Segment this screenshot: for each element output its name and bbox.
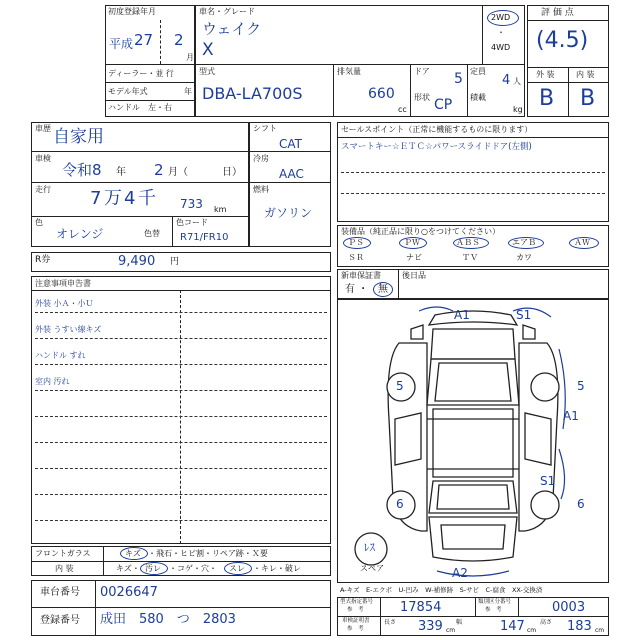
fuel-label: 燃料 [253,185,269,194]
color-change-label: 色替 [144,229,160,238]
car-model: DBA-LA700S [202,84,303,103]
class-label: 類別区分番号 [478,599,512,605]
displacement-label: 排気量 [337,67,361,76]
rating-score: (4.5) [536,28,589,53]
note-dash-line [35,312,327,313]
car-name-label: 車名・グレード [199,7,255,16]
interior-mid: ・コゲ・穴・ [169,564,217,573]
displacement: 660 [368,86,395,102]
equip-aw: ＡＷ [574,238,590,247]
equipment-label: 装備品（純正品に限り○をつけてください） [341,227,500,236]
width-value: 147 [500,619,525,634]
note-dash-line [35,520,327,521]
exterior-label: 外 装 [536,70,555,79]
car-outline-diagram [337,299,609,583]
note-dash-line [35,338,327,339]
note-line-3: ハンドル すれ [35,351,86,360]
mileage-sen: 4 [124,188,136,209]
usage-label: 車歴 [35,124,51,133]
year-unit: 年 [116,167,126,178]
fuel-value: ガソリン [264,206,313,220]
first-reg-label: 初度登録年月 [108,7,156,16]
equip-pw: ＰＷ [404,238,420,247]
interior-label: 内 装 [576,70,595,79]
recycle-box [31,252,331,272]
glass-scratch: キズ [125,549,141,558]
notes-box [31,276,331,544]
length-value: 339 [418,619,443,634]
load-unit: kg [513,105,523,114]
height-label: 高さ [540,619,553,626]
load-label: 積載 [470,93,486,102]
warranty-label: 新車保証書 [341,271,381,280]
width-label: 幅 [456,619,463,626]
note-dash-line [35,390,327,391]
doors-label: ドア [414,67,430,76]
notes-label: 注意事項申告書 [35,279,91,288]
note-dash-line [35,364,327,365]
type-value: 17854 [400,600,442,615]
cert-label: 車検証明書 [342,618,370,624]
class-ref: 参 考 [485,607,502,613]
exterior-grade: B [539,86,555,111]
glass-label: フロントガラス [35,549,91,558]
interior-rub: スレ [229,564,245,573]
plate-number: 成田 580 つ 2803 [100,612,236,627]
car-name: ウェイク [202,20,262,38]
length-unit: cm [446,627,456,634]
equip-ps: ＰＳ [348,238,364,247]
rating-label: 評 価 点 [541,8,574,18]
equip-navi: ナビ [406,253,422,262]
spare-mark: ﾚｽ [364,541,375,554]
capacity: 4 [502,73,511,88]
inspection-month: 2 [154,161,164,179]
equip-airbag: エアＢ [512,238,536,247]
note-line-2: 外装 うすい線キズ [35,325,102,334]
recycle-label: R券 [35,255,51,265]
man-unit: 万 [104,188,122,209]
note-dash-line [35,442,327,443]
month-unit: 月（ [168,167,188,178]
later-items-label: 後日品 [402,271,426,280]
shift-label: シフト [253,124,277,133]
interior-dirt: 汚レ [145,564,161,573]
recycle-value: 9,490 [118,254,156,269]
class-value: 0003 [552,600,586,615]
damage-mark-5-right: 5 [577,379,585,393]
equip-leather: カワ [516,253,532,262]
model-year-unit: 年 [184,87,192,96]
handle-label: ハンドル 左・右 [108,103,172,112]
car-grade: X [202,40,214,60]
mileage-exact: 733 [180,197,203,211]
width-unit: cm [527,627,537,634]
cert-ref: 参 考 [347,626,364,632]
damage-mark-a2-rear: A2 [452,566,468,580]
damage-mark-s1-side: S1 [540,474,556,488]
sen-unit: 千 [138,188,156,209]
damage-mark-a1-front: A1 [454,308,470,322]
inspection-label: 車検 [35,154,51,163]
reg-year: 27 [134,31,154,49]
color-label: 色 [35,218,43,227]
warranty-no: 無 [378,284,388,295]
damage-mark-6-right: 6 [577,497,585,511]
spare-label: スペア [360,564,384,573]
shift-value: CAT [279,137,302,151]
damage-mark-s1-front: S1 [516,308,532,322]
reg-era: 平成 [109,37,134,51]
usage-value: 自家用 [53,127,104,147]
shape-label: 形状 [414,93,430,102]
equip-tv: ＴＶ [462,253,478,262]
inspection-era: 令和8 [62,161,102,179]
length-label: 長さ [384,619,397,626]
sales-line-1: スマートキー☆ＥＴＣ☆パワースライドドア(左側) [341,142,532,152]
damage-mark-6-left: 6 [396,497,404,511]
note-line-4: 室内 汚れ [35,377,70,386]
height-unit: cm [595,627,605,634]
shape: CP [434,97,453,113]
interior-grade: B [580,86,596,111]
ac-value: AAC [279,167,304,181]
dealer-label: ディーラー・並 行 [108,69,174,78]
drive-2wd: 2WD [491,13,511,22]
interior-rest: ・キレ・破レ [253,564,301,573]
capacity-unit: 人 [513,77,521,86]
ac-label: 冷房 [253,154,269,163]
drive-dot: ・ [497,28,505,37]
damage-mark-5-left: 5 [396,379,404,393]
displacement-unit: cc [398,105,407,114]
km-unit: km [214,205,227,214]
sales-label: セールスポイント（正常に機能するものに限ります） [341,125,533,134]
warranty-value: 有 ・ [345,284,369,295]
type-label: 型式指定番号 [340,599,374,605]
color-code: R71/FR10 [180,232,229,243]
height-value: 183 [567,619,592,634]
glass-rest: ・飛石・ヒビ割・リペア跡・Ｘ要 [148,549,268,558]
model-year-label: モデル年式 [108,87,148,96]
color-value: オレンジ [56,227,104,241]
type-ref: 参 考 [347,607,364,613]
damage-legend: A-キズ E-エクボ U-凹み W-補修跡 S-サビ C-腐食 XX-交換済 [340,586,543,594]
drive-4wd: 4WD [491,43,511,52]
note-dash-line [35,468,327,469]
note-line-1: 外装 小Ａ・小Ｕ [35,299,94,308]
mileage-man: 7 [90,188,102,209]
day-unit: 日） [222,167,242,178]
color-code-label: 色コード [176,218,208,227]
note-dash-line [35,416,327,417]
mileage-label: 走行 [35,185,51,194]
note-dash-line [35,494,327,495]
chassis-number: 0026647 [100,585,158,600]
equip-abs: ＡＢＳ [456,238,480,247]
interior-condition-label: 内 装 [55,564,74,573]
interior-pre: キズ・ [116,564,140,573]
model-label: 型式 [199,67,215,76]
reg-month: 2 [174,31,184,49]
plate-label: 登録番号 [40,615,80,626]
equip-sr: ＳＲ [348,253,364,262]
doors: 5 [454,71,463,87]
reg-month-unit: 月 [186,53,194,62]
recycle-unit: 円 [170,257,180,267]
capacity-label: 定員 [470,67,486,76]
damage-mark-a1-side: A1 [563,409,579,423]
chassis-label: 車台番号 [40,587,80,598]
